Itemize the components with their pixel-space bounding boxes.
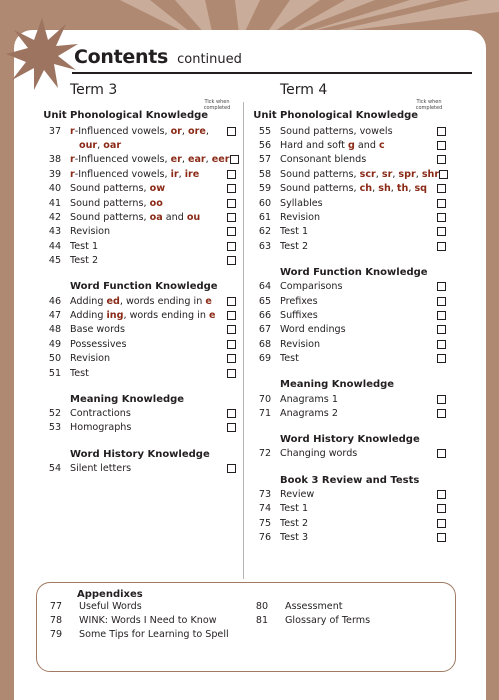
unit-number: 72 xyxy=(258,448,272,460)
completion-checkbox[interactable] xyxy=(437,184,446,193)
highlighted-pattern: oar xyxy=(103,140,122,152)
section-heading: Phonological Knowledge xyxy=(280,110,419,121)
completion-checkbox[interactable] xyxy=(227,297,236,306)
unit-title xyxy=(280,296,437,307)
title-segment: Prefixes xyxy=(280,295,318,307)
title-segment: -Influenced vowels, xyxy=(74,168,171,180)
unit-number: 56 xyxy=(258,140,272,152)
completion-checkbox[interactable] xyxy=(437,141,446,150)
unit-title xyxy=(280,394,437,405)
completion-checkbox[interactable] xyxy=(437,227,446,236)
completion-checkbox[interactable] xyxy=(227,311,236,320)
unit-number: 47 xyxy=(48,309,62,321)
list-item xyxy=(40,406,236,420)
highlighted-pattern: c xyxy=(379,140,385,152)
title-segment: Test 1 xyxy=(280,503,309,515)
unit-number: 63 xyxy=(258,240,272,252)
section-heading: Book 3 Review and Tests xyxy=(280,474,420,486)
page-title xyxy=(74,46,242,68)
term-title: Term 4 xyxy=(280,82,328,98)
unit-number: 68 xyxy=(258,338,272,350)
list-item xyxy=(250,447,446,461)
completion-checkbox[interactable] xyxy=(437,127,446,136)
unit-number: 77 xyxy=(49,600,63,612)
title-segment: Adding xyxy=(70,295,107,307)
highlighted-pattern: ear xyxy=(187,154,206,166)
unit-number: 75 xyxy=(258,517,272,529)
unit-title xyxy=(280,212,437,223)
unit-title xyxy=(70,241,227,252)
unit-title xyxy=(70,324,227,335)
title-segment: -Influenced vowels, xyxy=(74,154,171,166)
title-segment: Test 1 xyxy=(70,240,99,252)
unit-title xyxy=(280,489,437,500)
tick-note-term-3: Tick when completed xyxy=(203,99,231,111)
unit-number: 66 xyxy=(258,309,272,321)
unit-title xyxy=(280,339,437,350)
completion-checkbox[interactable] xyxy=(227,227,236,236)
highlighted-pattern: spr xyxy=(398,168,416,180)
title-segment: Word endings xyxy=(280,324,346,336)
list-item xyxy=(40,308,236,322)
title-segment: , xyxy=(178,168,185,180)
unit-title xyxy=(70,296,227,307)
title-segment: Test 2 xyxy=(280,240,309,252)
highlighted-pattern: ing xyxy=(106,309,124,321)
unit-title xyxy=(280,532,437,543)
title-segment: , xyxy=(205,154,212,166)
title-segment: Anagrams 1 xyxy=(280,393,338,405)
unit-number: 38 xyxy=(48,154,62,166)
title-segment: Revision xyxy=(70,353,111,365)
unit-title xyxy=(70,339,227,350)
title-segment: Comparisons xyxy=(280,281,343,293)
completion-checkbox[interactable] xyxy=(227,409,236,418)
completion-checkbox[interactable] xyxy=(227,340,236,349)
unit-number: 71 xyxy=(258,407,272,419)
list-item xyxy=(40,182,236,196)
unit-title xyxy=(70,310,227,321)
list-item xyxy=(250,196,446,210)
appendixes-heading: Appendixes xyxy=(77,588,143,600)
unit-number: 76 xyxy=(258,531,272,543)
unit-title xyxy=(280,353,437,364)
unit-title xyxy=(280,324,437,335)
title-segment: , xyxy=(390,183,397,195)
completion-checkbox[interactable] xyxy=(439,170,448,179)
completion-checkbox[interactable] xyxy=(437,213,446,222)
highlighted-pattern: e xyxy=(208,309,216,321)
title-segment: Sound patterns, xyxy=(280,168,360,180)
list-item xyxy=(250,153,446,167)
unit-number: 81 xyxy=(255,615,269,627)
title-segment: Sound patterns, vowels xyxy=(280,125,393,137)
list-item xyxy=(40,124,236,138)
completion-checkbox[interactable] xyxy=(227,423,236,432)
unit-number: 49 xyxy=(48,338,62,350)
completion-checkbox[interactable] xyxy=(227,325,236,334)
highlighted-pattern: ed xyxy=(106,295,120,307)
unit-title xyxy=(70,169,227,180)
completion-checkbox[interactable] xyxy=(437,533,446,542)
appendixes-left-list xyxy=(41,599,241,642)
unit-number: 44 xyxy=(48,240,62,252)
unit-number: 69 xyxy=(258,353,272,365)
completion-checkbox[interactable] xyxy=(227,354,236,363)
title-segment: Revision xyxy=(70,226,111,238)
list-item xyxy=(250,337,446,351)
unit-title xyxy=(70,154,230,165)
unit-title xyxy=(280,310,437,321)
highlighted-pattern: or xyxy=(170,125,182,137)
list-item xyxy=(250,225,446,239)
section-heading: Word History Knowledge xyxy=(280,434,420,446)
title-segment: Changing words xyxy=(280,448,358,460)
unit-number: 46 xyxy=(48,295,62,307)
list-item xyxy=(40,421,236,435)
unit-number: 78 xyxy=(49,615,63,627)
completion-checkbox[interactable] xyxy=(227,213,236,222)
title-segment: , xyxy=(97,140,104,152)
unit-number: 52 xyxy=(48,407,62,419)
completion-checkbox[interactable] xyxy=(437,490,446,499)
unit-column-header: Unit xyxy=(253,110,277,121)
highlighted-pattern: shr xyxy=(421,168,440,180)
title-segment: , xyxy=(181,125,189,137)
completion-checkbox[interactable] xyxy=(437,395,446,404)
title-segment: Base words xyxy=(70,324,125,336)
highlighted-pattern: sr xyxy=(381,168,393,180)
unit-title xyxy=(280,518,437,529)
completion-checkbox[interactable] xyxy=(437,519,446,528)
highlighted-pattern: oa xyxy=(149,212,163,224)
list-item xyxy=(40,461,236,475)
highlighted-pattern: r xyxy=(70,125,75,137)
term-4-column xyxy=(250,82,446,545)
unit-number: 45 xyxy=(48,255,62,267)
section-header-row xyxy=(40,110,236,124)
list-item xyxy=(250,406,446,420)
completion-checkbox[interactable] xyxy=(227,184,236,193)
highlighted-pattern: ire xyxy=(184,168,200,180)
list-item xyxy=(250,239,446,253)
unit-number: 80 xyxy=(255,600,269,612)
appendixes-right-list xyxy=(247,599,447,628)
completion-checkbox[interactable] xyxy=(437,282,446,291)
title-segment: Test 3 xyxy=(280,531,309,543)
title-segment: Homographs xyxy=(70,422,132,434)
list-item xyxy=(250,501,446,515)
term-title: Term 3 xyxy=(70,82,118,98)
title-segment: , xyxy=(392,168,399,180)
title-segment: Test xyxy=(280,353,299,365)
unit-title xyxy=(70,183,227,194)
title-segment: , words ending in xyxy=(123,309,209,321)
unit-number: 39 xyxy=(48,168,62,180)
column-divider xyxy=(243,102,244,579)
highlighted-pattern: sh xyxy=(378,183,391,195)
term-3-column xyxy=(40,82,236,475)
list-item xyxy=(40,210,236,224)
title-segment: Silent letters xyxy=(70,462,132,474)
unit-number: 79 xyxy=(49,629,63,641)
title-segment: , words ending in xyxy=(119,295,206,307)
title-segment: Revision xyxy=(280,338,321,350)
list-item xyxy=(40,337,236,351)
title-segment: Hard and soft xyxy=(280,140,348,152)
unit-title xyxy=(70,198,227,209)
appendix-item xyxy=(247,613,447,627)
title-segment: Sound patterns, xyxy=(70,183,150,195)
list-item xyxy=(40,254,236,268)
title-segment: , xyxy=(375,168,382,180)
completion-checkbox[interactable] xyxy=(437,340,446,349)
list-item xyxy=(250,138,446,152)
unit-title xyxy=(70,408,227,419)
highlighted-pattern: our xyxy=(79,140,98,152)
highlighted-pattern: r xyxy=(70,168,75,180)
appendix-title: Some Tips for Learning to Spell xyxy=(79,629,229,641)
title-segment: Sound patterns, xyxy=(280,183,360,195)
section-heading: Meaning Knowledge xyxy=(70,393,185,405)
completion-checkbox[interactable] xyxy=(227,199,236,208)
list-item xyxy=(40,153,236,167)
list-item xyxy=(250,323,446,337)
unit-title xyxy=(70,212,227,223)
highlighted-pattern: ch xyxy=(359,183,373,195)
unit-number: 58 xyxy=(258,168,272,180)
title-rule xyxy=(72,72,472,74)
appendix-item xyxy=(247,599,447,613)
list-item xyxy=(250,516,446,530)
unit-title xyxy=(280,241,437,252)
unit-number: 43 xyxy=(48,226,62,238)
title-segment: Sound patterns, xyxy=(70,212,150,224)
title-segment: Test xyxy=(70,367,89,379)
highlighted-pattern: eer xyxy=(211,154,230,166)
unit-number: 57 xyxy=(258,154,272,166)
title-text: Contents xyxy=(74,46,169,68)
unit-title xyxy=(70,368,227,379)
highlighted-pattern: ir xyxy=(170,168,179,180)
title-segment: and xyxy=(162,212,187,224)
title-subtitle: continued xyxy=(177,52,242,67)
unit-number: 61 xyxy=(258,212,272,224)
list-item xyxy=(40,294,236,308)
appendix-title: Glossary of Terms xyxy=(285,615,371,627)
list-item xyxy=(40,351,236,365)
highlighted-pattern: ou xyxy=(186,212,201,224)
completion-checkbox[interactable] xyxy=(437,354,446,363)
title-segment: , xyxy=(205,125,209,137)
unit-title xyxy=(280,503,437,514)
title-segment: , xyxy=(408,183,415,195)
unit-number: 48 xyxy=(48,324,62,336)
highlighted-pattern: scr xyxy=(359,168,376,180)
unit-number: 67 xyxy=(258,324,272,336)
unit-title xyxy=(70,463,227,474)
title-segment: Suffixes xyxy=(280,309,318,321)
title-segment: Review xyxy=(280,488,315,500)
section-header-row xyxy=(250,110,446,124)
completion-checkbox[interactable] xyxy=(437,199,446,208)
highlighted-pattern: r xyxy=(70,154,75,166)
unit-title xyxy=(280,169,439,180)
completion-checkbox[interactable] xyxy=(227,127,236,136)
highlighted-pattern: ow xyxy=(149,183,166,195)
unit-title xyxy=(280,281,437,292)
unit-number: 70 xyxy=(258,393,272,405)
unit-number: 73 xyxy=(258,488,272,500)
section-heading: Phonological Knowledge xyxy=(70,110,209,121)
section-heading: Meaning Knowledge xyxy=(280,379,395,391)
unit-number: 60 xyxy=(258,197,272,209)
highlighted-pattern: sq xyxy=(414,183,428,195)
appendix-item xyxy=(41,628,241,642)
unit-title xyxy=(280,226,437,237)
completion-checkbox[interactable] xyxy=(437,325,446,334)
appendix-item xyxy=(41,613,241,627)
unit-number: 55 xyxy=(258,125,272,137)
highlighted-pattern: oo xyxy=(149,197,163,209)
list-item xyxy=(250,124,446,138)
title-segment: -Influenced vowels, xyxy=(74,125,171,137)
title-segment: Anagrams 2 xyxy=(280,407,338,419)
title-segment: Syllables xyxy=(280,197,323,209)
unit-number: 37 xyxy=(48,125,62,137)
completion-checkbox[interactable] xyxy=(437,504,446,513)
section-heading: Word Function Knowledge xyxy=(70,281,218,293)
title-segment: Possessives xyxy=(70,338,127,350)
completion-checkbox[interactable] xyxy=(437,409,446,418)
list-item xyxy=(40,323,236,337)
highlighted-pattern: ore xyxy=(188,125,206,137)
section-heading: Word Function Knowledge xyxy=(280,267,428,279)
unit-number: 42 xyxy=(48,212,62,224)
title-segment: , xyxy=(372,183,379,195)
highlighted-pattern: th xyxy=(396,183,409,195)
unit-title xyxy=(280,408,437,419)
title-segment: Test 1 xyxy=(280,226,309,238)
completion-checkbox[interactable] xyxy=(437,449,446,458)
completion-checkbox[interactable] xyxy=(437,311,446,320)
list-item xyxy=(250,167,446,181)
appendixes-box xyxy=(36,582,456,672)
list-item xyxy=(250,351,446,365)
list-item xyxy=(250,308,446,322)
appendix-title: Useful Words xyxy=(79,600,142,612)
title-segment: Contractions xyxy=(70,407,131,419)
list-item xyxy=(250,392,446,406)
list-item xyxy=(40,138,236,152)
unit-title xyxy=(280,154,437,165)
completion-checkbox[interactable] xyxy=(437,242,446,251)
highlighted-pattern: g xyxy=(348,140,355,152)
unit-title xyxy=(70,255,227,266)
unit-number: 65 xyxy=(258,295,272,307)
unit-title xyxy=(70,422,227,433)
starburst-icon xyxy=(6,18,78,90)
completion-checkbox[interactable] xyxy=(227,170,236,179)
title-segment: Consonant blends xyxy=(280,154,367,166)
unit-title xyxy=(280,198,437,209)
title-segment: Revision xyxy=(280,212,321,224)
list-item xyxy=(250,294,446,308)
unit-number: 50 xyxy=(48,353,62,365)
unit-title xyxy=(280,126,437,137)
unit-number: 41 xyxy=(48,197,62,209)
list-item xyxy=(40,366,236,380)
completion-checkbox[interactable] xyxy=(227,256,236,265)
highlighted-pattern: e xyxy=(205,295,212,307)
title-segment: , xyxy=(181,154,188,166)
list-item xyxy=(40,239,236,253)
title-segment: Test 2 xyxy=(280,517,309,529)
unit-number: 74 xyxy=(258,503,272,515)
title-segment: , xyxy=(415,168,422,180)
unit-column-header: Unit xyxy=(43,110,67,121)
unit-number: 40 xyxy=(48,183,62,195)
completion-checkbox[interactable] xyxy=(437,155,446,164)
list-item xyxy=(250,530,446,544)
unit-title xyxy=(280,448,437,459)
list-item xyxy=(250,280,446,294)
unit-title xyxy=(70,126,227,137)
unit-title xyxy=(280,183,437,194)
title-segment: and xyxy=(354,140,380,152)
unit-title xyxy=(70,140,236,151)
completion-checkbox[interactable] xyxy=(230,155,239,164)
unit-number: 62 xyxy=(258,226,272,238)
list-item xyxy=(250,210,446,224)
section-heading: Word History Knowledge xyxy=(70,448,210,460)
unit-title xyxy=(280,140,437,151)
appendix-title: Assessment xyxy=(285,600,343,612)
unit-title xyxy=(70,226,227,237)
tick-note-term-4: Tick when completed xyxy=(415,99,443,111)
list-item xyxy=(40,167,236,181)
highlighted-pattern: er xyxy=(170,154,182,166)
completion-checkbox[interactable] xyxy=(227,369,236,378)
unit-number: 51 xyxy=(48,367,62,379)
unit-title xyxy=(70,353,227,364)
appendix-item xyxy=(41,599,241,613)
unit-number: 54 xyxy=(48,462,62,474)
unit-number: 53 xyxy=(48,422,62,434)
list-item xyxy=(40,225,236,239)
title-segment: Adding xyxy=(70,309,107,321)
appendix-title: WINK: Words I Need to Know xyxy=(79,615,217,627)
completion-checkbox[interactable] xyxy=(437,297,446,306)
title-segment: Sound patterns, xyxy=(70,197,150,209)
list-item xyxy=(40,196,236,210)
completion-checkbox[interactable] xyxy=(227,464,236,473)
unit-number: 59 xyxy=(258,183,272,195)
unit-number: 64 xyxy=(258,281,272,293)
completion-checkbox[interactable] xyxy=(227,242,236,251)
list-item xyxy=(250,487,446,501)
list-item xyxy=(250,182,446,196)
title-segment: Test 2 xyxy=(70,255,99,267)
